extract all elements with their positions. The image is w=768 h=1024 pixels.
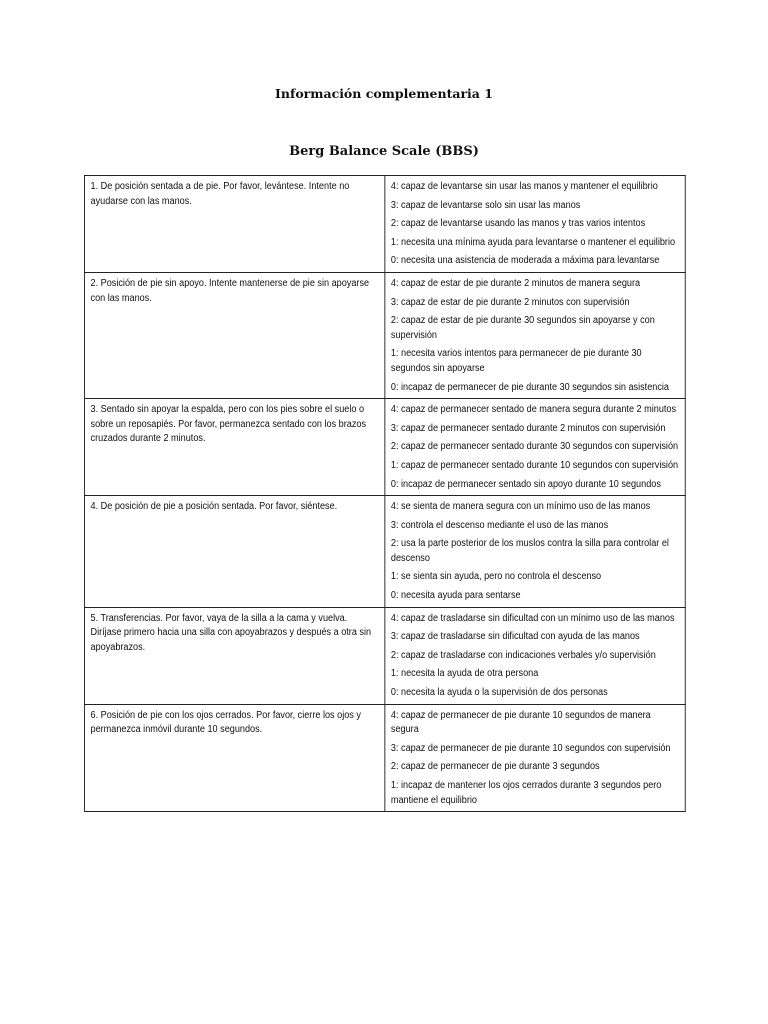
score-option: 3: capaz de permanecer sentado durante 2 minutos con supervisión — [390, 422, 666, 434]
score-option: 4: capaz de trasladarse sin dificultad con un mínimo uso de las manos — [390, 612, 675, 624]
task-cell: 2. Posición de pie sin apoyo. Intente mantenerse de pie sin apoyarse con las manos. — [84, 272, 384, 398]
score-option: 1: necesita una mínima ayuda para levantarse o mantener el equilibrio — [390, 236, 676, 248]
score-cell — [385, 607, 685, 704]
score-option: 1: necesita la ayuda de otra persona — [390, 668, 539, 680]
score-cell — [385, 496, 685, 608]
score-option: 3: capaz de levantarse solo sin usar las manos — [390, 199, 581, 211]
score-option: 4: capaz de levantarse sin usar las manos y mantener el equilibrio — [390, 181, 658, 192]
score-option: 0: incapaz de permanecer sentado sin apoyo durante 10 segundos — [390, 478, 661, 490]
score-option: 4: se sienta de manera segura con un mínimo uso de las manos — [390, 501, 651, 513]
score-cell — [385, 399, 685, 496]
score-option: 4: capaz de permanecer de pie durante 10 segundos de manera segura — [390, 709, 651, 736]
task-cell: 6. Posición de pie con los ojos cerrados. Por favor, cierre los ojos y permanezca inmóvil durante 10 segundos. — [84, 704, 384, 812]
score-option: 4: capaz de permanecer sentado de manera segura durante 2 minutos — [390, 404, 677, 416]
score-option: 0: necesita ayuda para sentarse — [390, 590, 521, 602]
score-option: 0: necesita la ayuda o la supervisión de dos personas — [390, 687, 608, 699]
score-option: 1: necesita varios intentos para permanecer de pie durante 30 segundos sin apoyarse — [390, 348, 642, 374]
bbs-table — [84, 175, 686, 812]
table-row — [84, 399, 685, 496]
task-cell: 4. De posición de pie a posición sentada. Por favor, siéntese. — [84, 496, 384, 608]
score-option: 1: se sienta sin ayuda, pero no controla el descenso — [390, 571, 602, 583]
task-cell: 5. Transferencias. Por favor, vaya de la silla a la cama y vuelva. Diríjase primero hacia una silla con apoyabrazos y después a otra sin apoyabrazos. — [84, 607, 384, 704]
table-row — [84, 176, 685, 273]
score-option: 3: capaz de estar de pie durante 2 minutos con supervisión — [390, 296, 630, 308]
score-option: 2: capaz de permanecer sentado durante 30 segundos con supervisión — [390, 441, 679, 453]
score-cell — [385, 704, 685, 812]
score-cell — [385, 176, 685, 273]
score-option: 2: usa la parte posterior de los muslos contra la silla para controlar el descenso — [390, 538, 669, 564]
table-row — [84, 704, 685, 812]
score-option: 4: capaz de estar de pie durante 2 minutos de manera segura — [390, 277, 641, 289]
table-row — [84, 496, 685, 608]
score-option: 2: capaz de permanecer de pie durante 3 segundos — [390, 761, 600, 773]
score-option: 1: capaz de permanecer sentado durante 10 segundos con supervisión — [390, 459, 679, 471]
table-row — [84, 607, 685, 704]
score-option: 0: incapaz de permanecer de pie durante 30 segundos sin asistencia — [390, 381, 669, 393]
score-option: 2: capaz de levantarse usando las manos y tras varios intentos — [390, 218, 646, 230]
score-cell — [385, 272, 685, 398]
page-title: Información complementaria 1 — [275, 86, 493, 101]
table-title: Berg Balance Scale (BBS) — [289, 144, 479, 159]
bbs-table-body — [84, 176, 685, 812]
score-option: 2: capaz de trasladarse con indicaciones verbales y/o supervisión — [390, 649, 656, 661]
score-option: 0: necesita una asistencia de moderada a máxima para levantarse — [390, 255, 660, 267]
score-option: 1: incapaz de mantener los ojos cerrados durante 3 segundos pero mantiene el equilibrio — [390, 780, 662, 806]
table-row — [84, 272, 685, 398]
score-option: 3: controla el descenso mediante el uso de las manos — [390, 519, 609, 531]
score-option: 3: capaz de permanecer de pie durante 10 segundos con supervisión — [390, 742, 671, 754]
score-option: 3: capaz de trasladarse sin dificultad con ayuda de las manos — [390, 631, 640, 643]
score-option: 2: capaz de estar de pie durante 30 segundos sin apoyarse y con supervisión — [390, 315, 655, 341]
task-cell: 3. Sentado sin apoyar la espalda, pero con los pies sobre el suelo o sobre un reposapiés. Por favor, permanezca sentado con los brazos cruzados durante 2 minutos. — [84, 399, 384, 496]
task-cell: 1. De posición sentada a de pie. Por favor, levántese. Intente no ayudarse con las manos. — [84, 176, 384, 273]
